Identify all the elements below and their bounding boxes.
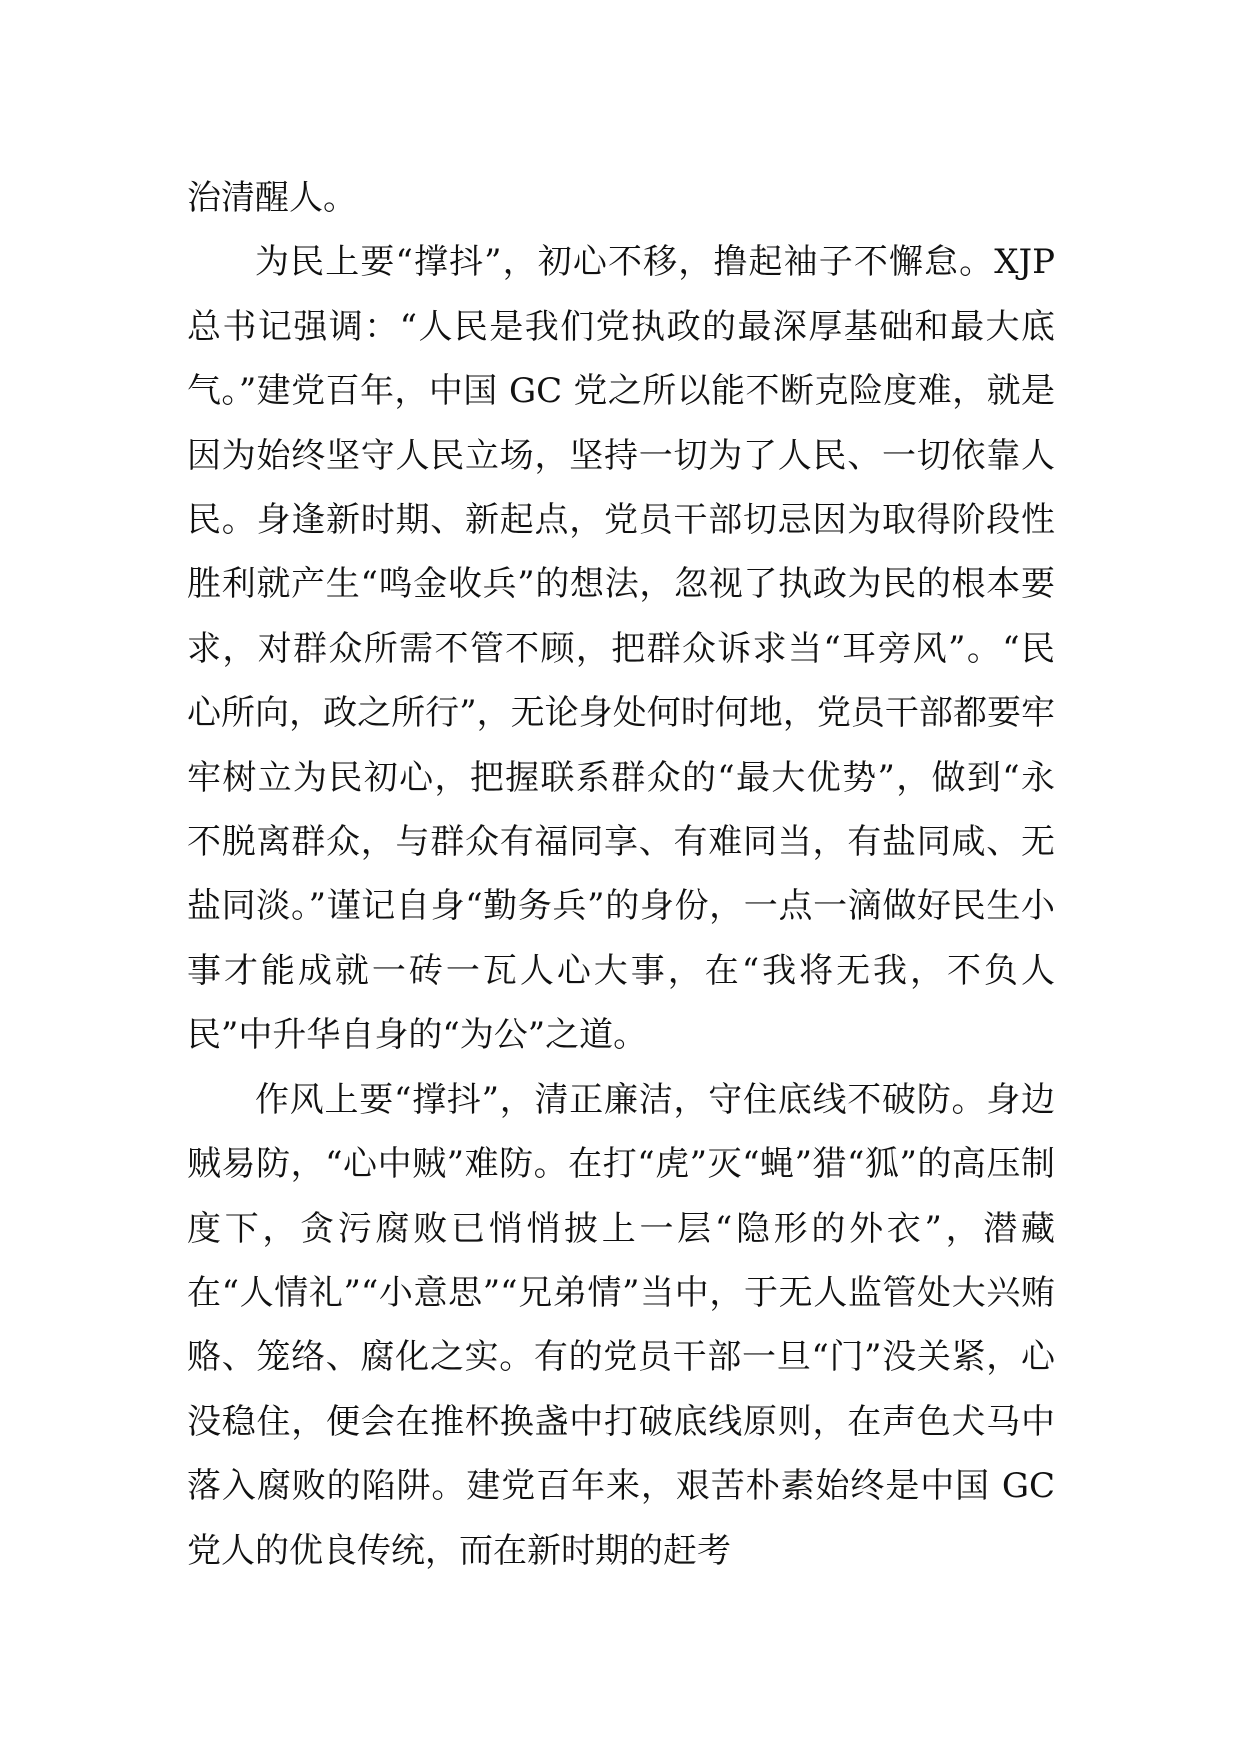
document-body (187, 166, 1055, 1583)
paragraph-1: 治清醒人。 (187, 178, 357, 218)
paragraph-3: 作风上要“撑抖”，清正廉洁，守住底线不破防。身边贼易防，“心中贼”难防。在打“虎”灭“蝇”猎“狐”的高压制度下，贪污腐败已悄悄披上一层“隐形的外衣”，潜藏在“人情礼”“小意思”“兄弟情”当中，于无人监管处大兴贿赂、笼络、腐化之实。有的党员干部一旦“门”没关紧，心没稳住，便会在推杯换盏中打破底线原则，在声色犬马中落入腐败的陷阱。建党百年来，艰苦朴素始终是中国 GC 党人的优良传统，而在新时期的赶考 (187, 1079, 1055, 1571)
paragraph-2: 为民上要“撑抖”，初心不移，撸起袖子不懈怠。XJP总书记强调：“人民是我们党执政的最深厚基础和最大底气。”建党百年，中国 GC 党之所以能不断克险度难，就是因为始终坚守人民立场，坚持一切为了人民、一切依靠人民。身逢新时期、新起点，党员干部切忌因为取得阶段性胜利就产生“鸣金收兵”的想法，忽视了执政为民的根本要求，对群众所需不管不顾，把群众诉求当“耳旁风”。“民心所向，政之所行”，无论身处何时何地，党员干部都要牢牢树立为民初心，把握联系群众的“最大优势”，做到“永不脱离群众，与群众有福同享、有难同当，有盐同咸、无盐同淡。”谨记自身“勤务兵”的身份，一点一滴做好民生小事才能成就一砖一瓦人心大事，在“我将无我，不负人民”中升华自身的“为公”之道。 (187, 242, 1055, 1056)
